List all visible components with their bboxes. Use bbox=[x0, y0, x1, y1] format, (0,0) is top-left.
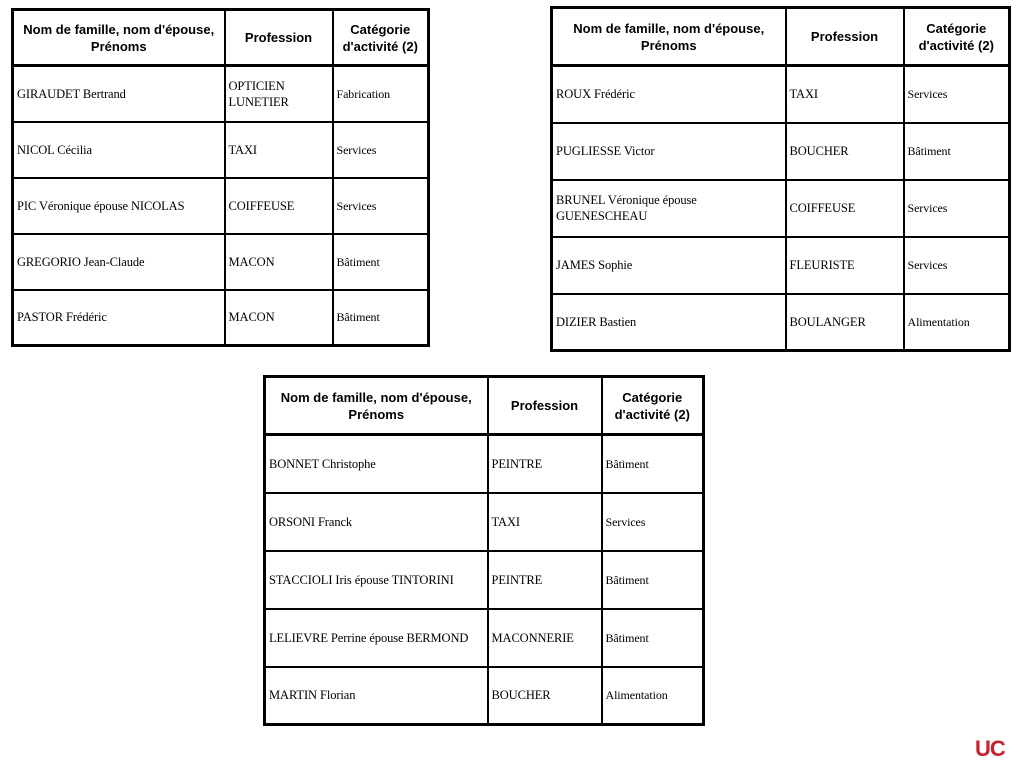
profession-cell: FLEURISTE bbox=[786, 237, 904, 294]
category-column-header: Catégorie d'activité (2) bbox=[602, 377, 704, 435]
person-name: ROUX Frédéric bbox=[552, 66, 786, 123]
profession-cell: TAXI bbox=[488, 493, 602, 551]
header-row bbox=[13, 10, 429, 66]
registry-table-3 bbox=[263, 375, 705, 726]
table-row bbox=[552, 237, 1010, 294]
category-cell: Services bbox=[904, 237, 1010, 294]
profession-cell: TAXI bbox=[225, 122, 333, 178]
category-cell: Alimentation bbox=[904, 294, 1010, 351]
profession-cell: PEINTRE bbox=[488, 435, 602, 493]
person-name: LELIEVRE Perrine épouse BERMOND bbox=[265, 609, 488, 667]
category-cell: Services bbox=[333, 122, 429, 178]
person-name: PASTOR Frédéric bbox=[13, 290, 225, 346]
profession-cell: MACON bbox=[225, 234, 333, 290]
table-row bbox=[265, 435, 704, 493]
person-name: MARTIN Florian bbox=[265, 667, 488, 725]
profession-cell: BOULANGER bbox=[786, 294, 904, 351]
table-row bbox=[13, 178, 429, 234]
table-row bbox=[552, 123, 1010, 180]
category-cell: Bâtiment bbox=[333, 234, 429, 290]
registry-table-1 bbox=[11, 8, 430, 347]
category-cell: Fabrication bbox=[333, 66, 429, 122]
table-row bbox=[13, 66, 429, 122]
profession-cell: COIFFEUSE bbox=[786, 180, 904, 237]
profession-cell: MACONNERIE bbox=[488, 609, 602, 667]
profession-cell: BOUCHER bbox=[786, 123, 904, 180]
person-name: GREGORIO Jean-Claude bbox=[13, 234, 225, 290]
person-name: PUGLIESSE Victor bbox=[552, 123, 786, 180]
table-row bbox=[265, 493, 704, 551]
person-name: ORSONI Franck bbox=[265, 493, 488, 551]
profession-column-header: Profession bbox=[786, 8, 904, 66]
person-name: DIZIER Bastien bbox=[552, 294, 786, 351]
logo: UC bbox=[975, 736, 1005, 761]
category-cell: Services bbox=[333, 178, 429, 234]
category-cell: Bâtiment bbox=[333, 290, 429, 346]
category-column-header: Catégorie d'activité (2) bbox=[333, 10, 429, 66]
category-cell: Services bbox=[904, 180, 1010, 237]
category-cell: Alimentation bbox=[602, 667, 704, 725]
category-cell: Bâtiment bbox=[602, 609, 704, 667]
name-column-header: Nom de famille, nom d'épouse, Prénoms bbox=[265, 377, 488, 435]
category-cell: Bâtiment bbox=[602, 435, 704, 493]
person-name: BRUNEL Véronique épouse GUENESCHEAU bbox=[552, 180, 786, 237]
table-row bbox=[13, 234, 429, 290]
header-row bbox=[265, 377, 704, 435]
header-row bbox=[552, 8, 1010, 66]
category-cell: Bâtiment bbox=[904, 123, 1010, 180]
person-name: PIC Véronique épouse NICOLAS bbox=[13, 178, 225, 234]
profession-cell: COIFFEUSE bbox=[225, 178, 333, 234]
profession-cell: BOUCHER bbox=[488, 667, 602, 725]
profession-column-header: Profession bbox=[488, 377, 602, 435]
table-row bbox=[13, 122, 429, 178]
category-cell: Bâtiment bbox=[602, 551, 704, 609]
person-name: GIRAUDET Bertrand bbox=[13, 66, 225, 122]
registry-table-2 bbox=[550, 6, 1011, 352]
table-row bbox=[265, 609, 704, 667]
person-name: JAMES Sophie bbox=[552, 237, 786, 294]
profession-cell: OPTICIEN LUNETIER bbox=[225, 66, 333, 122]
table-row bbox=[13, 290, 429, 346]
category-cell: Services bbox=[602, 493, 704, 551]
profession-cell: TAXI bbox=[786, 66, 904, 123]
name-column-header: Nom de famille, nom d'épouse, Prénoms bbox=[13, 10, 225, 66]
profession-cell: PEINTRE bbox=[488, 551, 602, 609]
table-row bbox=[265, 551, 704, 609]
person-name: STACCIOLI Iris épouse TINTORINI bbox=[265, 551, 488, 609]
profession-column-header: Profession bbox=[225, 10, 333, 66]
category-column-header: Catégorie d'activité (2) bbox=[904, 8, 1010, 66]
table-row bbox=[265, 667, 704, 725]
category-cell: Services bbox=[904, 66, 1010, 123]
table-row bbox=[552, 294, 1010, 351]
profession-cell: MACON bbox=[225, 290, 333, 346]
table-row bbox=[552, 66, 1010, 123]
person-name: BONNET Christophe bbox=[265, 435, 488, 493]
name-column-header: Nom de famille, nom d'épouse, Prénoms bbox=[552, 8, 786, 66]
person-name: NICOL Cécilia bbox=[13, 122, 225, 178]
table-row bbox=[552, 180, 1010, 237]
